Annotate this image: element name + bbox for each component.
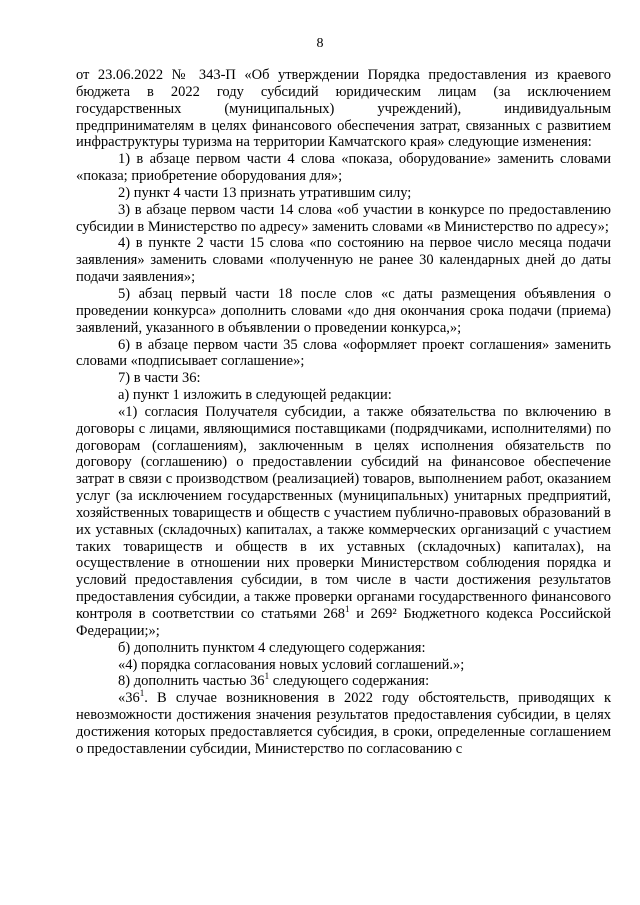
paragraph-intro: от 23.06.2022 № 343-П «Об утверждении Порядка предоставления из краевого бюджета в 2022 году субсидий юридическим лицам (за исключением государственных (муниципальных) учреждений), индивидуальным предпринимателям в целях финансового обеспечения затрат, связанных с развитием инфраструктуры туризма на территории Камчатского края» следующие изменения:: [76, 67, 611, 151]
text-segment: следующего содержания:: [269, 673, 430, 690]
text-segment: 8) дополнить частью 36: [118, 673, 265, 690]
superscript: 1: [264, 671, 270, 682]
paragraph-item-8: [76, 673, 611, 690]
paragraph-item-5: 5) абзац первый части 18 после слов «с даты размещения объявления о проведении конкурса» дополнить словами «до дня окончания срока подачи (приема) заявлений, указанного в объявлении о проведении конкурса,»;: [76, 285, 611, 336]
paragraph-item-2: 2) пункт 4 части 13 признать утратившим силу;: [118, 184, 412, 201]
text-segment: и 269² Бюджетного кодекса Российской Федерации;»;: [76, 606, 612, 639]
superscript: 1: [139, 688, 145, 699]
text-segment: «36: [118, 690, 140, 707]
paragraph-item-6: 6) в абзаце первом части 35 слова «оформляет проект соглашения» заменить словами «подписывает соглашение»;: [76, 336, 611, 370]
text-segment: . В случае возникновения в 2022 году обстоятельств, приводящих к невозможности достижения значения результатов предоставления субсидии, в целях достижения которых предоставляется субсидия, в сроки, определенные соглашением о предоставлении субсидии, Министерство по согласованию с: [76, 690, 611, 757]
paragraph-item-7a-quote: [76, 404, 611, 640]
paragraph-item-7a: а) пункт 1 изложить в следующей редакции:: [118, 387, 392, 404]
paragraph-item-1: 1) в абзаце первом части 4 слова «показа, оборудование» заменить словами «показа; приобретение оборудования для»;: [76, 151, 611, 185]
paragraph-item-8-quote: [76, 690, 611, 757]
paragraph-item-7b: б) дополнить пунктом 4 следующего содержания:: [118, 639, 426, 656]
paragraph-item-7: 7) в части 36:: [118, 370, 201, 387]
superscript: 1: [345, 604, 350, 614]
paragraph-item-4: 4) в пункте 2 части 15 слова «по состоянию на первое число месяца подачи заявления» заменить словами «полученную не ранее 30 календарных дней до даты подачи заявления»;: [76, 235, 611, 286]
page-number: 8: [316, 36, 324, 51]
paragraph-item-7b-quote: «4) порядка согласования новых условий соглашений.»;: [118, 656, 465, 673]
document-body: [76, 67, 611, 758]
text-segment: «1) согласия Получателя субсидии, а также обязательства по включению в договоры с лицами, являющимися поставщиками (подрядчиками, исполнителями) по договорам (соглашениям), заключенным в целях исполнения обязательств по договору (соглашению) о предоставлении субсидий на финансовое обеспечение затрат в связи с производством (реализацией) товаров, выполнением работ, оказанием услуг (за исключением государственных (муниципальных) унитарных предприятий, хозяйственных товариществ и обществ с участием публично-правовых образований в их уставных (складочных) капиталах, а также коммерческих организаций с участием таких товариществ и обществ в их уставных (складочных) капиталах), на осуществление в отношении них проверки Министерством соблюдения порядка и условий предоставления субсидии, в том числе в части достижения результатов предоставления субсидии, а также проверки органами государственного финансового контроля в соответствии со статьями 268: [76, 403, 611, 622]
paragraph-item-3: 3) в абзаце первом части 14 слова «об участии в конкурсе по предоставлению субсидии в Министерство по адресу» заменить словами «в Министерство по адресу»;: [76, 201, 611, 235]
